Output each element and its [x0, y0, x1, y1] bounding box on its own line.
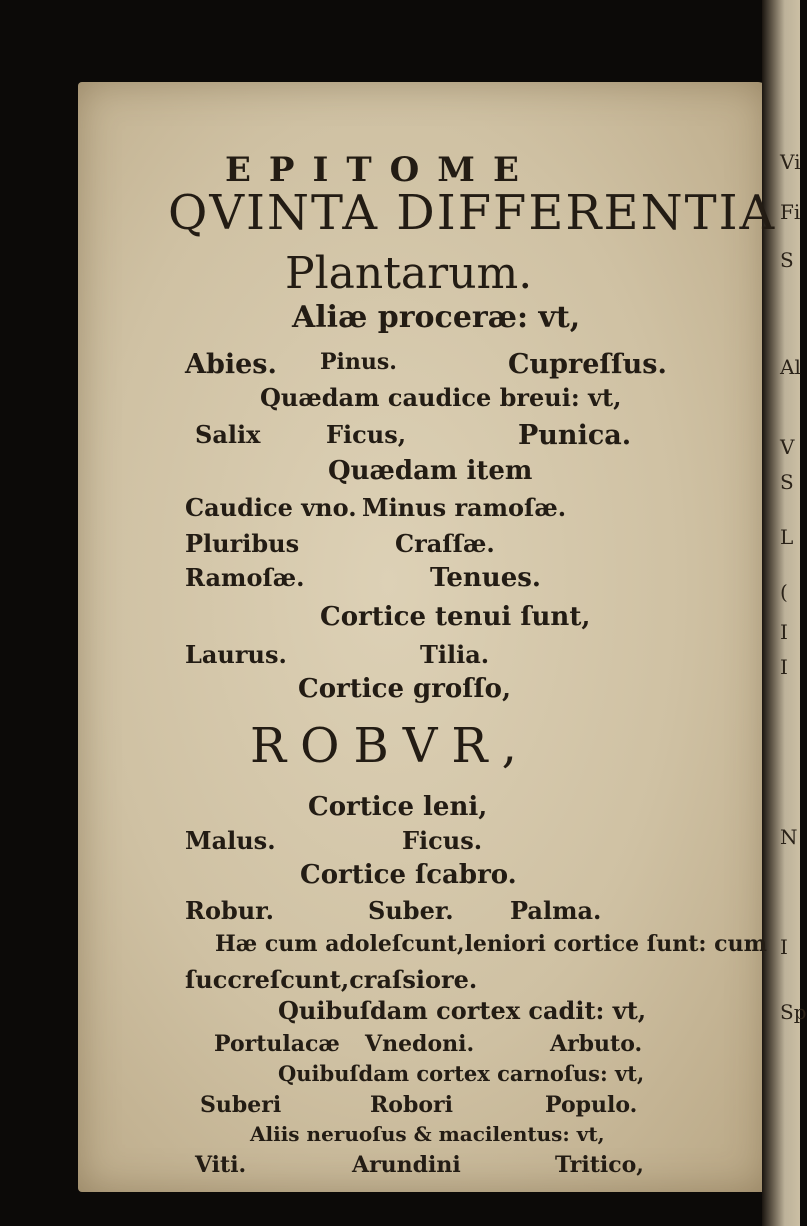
text-line: Portulacæ	[214, 1031, 340, 1057]
text-line: Cortice tenui ſunt,	[320, 602, 591, 632]
text-line: Hæ cum adoleſcunt,leniori cortice ſunt: cum	[215, 931, 767, 957]
text-line: Vnedoni.	[365, 1031, 475, 1057]
text-line: Minus ramoſæ.	[362, 493, 567, 522]
fragment: S	[780, 470, 794, 494]
fragment: Vi	[780, 150, 801, 174]
text-line: Pluribus	[185, 529, 300, 558]
text-line: Robori	[370, 1092, 453, 1118]
fragment: I	[780, 935, 788, 959]
text-line: Abies.	[185, 349, 277, 380]
text-line: Ficus,	[326, 420, 407, 449]
fragment: N	[780, 825, 798, 849]
text-line: Suber.	[368, 896, 454, 925]
fragment: Fi	[780, 200, 801, 224]
robur-heading: ROBVR,	[250, 718, 531, 774]
text-line: Ramoſæ.	[185, 563, 305, 592]
text-line: Quibuſdam cortex carnoſus: vt,	[278, 1061, 645, 1086]
fragment: L	[780, 525, 794, 549]
adjacent-page-edge	[762, 0, 807, 1226]
text-line: Tritico,	[555, 1152, 644, 1178]
text-line: Palma.	[510, 896, 602, 925]
section-heading: QVINTA DIFFERENTIA	[168, 185, 777, 241]
text-line: Pinus.	[320, 349, 397, 375]
text-line: Laurus.	[185, 640, 287, 669]
text-line: Quibuſdam cortex cadit: vt,	[278, 996, 647, 1025]
text-line: Malus.	[185, 826, 276, 855]
text-line: Robur.	[185, 896, 274, 925]
text-line: Salix	[195, 420, 261, 449]
fragment: V	[780, 435, 795, 459]
fragment: Al	[780, 355, 801, 379]
text-line: Arbuto.	[550, 1031, 643, 1057]
text-line: Quædam item	[328, 456, 533, 486]
text-line: Aliis neruoſus & macilentus: vt,	[250, 1122, 605, 1146]
text-line: Tilia.	[420, 640, 490, 669]
fragment: S	[780, 248, 794, 272]
text-line: Suberi	[200, 1092, 282, 1118]
text-line: Quædam caudice breui: vt,	[260, 383, 622, 412]
text-line: Cortice groſſo,	[298, 674, 512, 704]
fragment: (	[780, 580, 788, 604]
text-line: Caudice vno.	[185, 493, 357, 522]
text-line: Punica.	[518, 420, 632, 451]
fragment: I	[780, 655, 788, 679]
text-line: Ficus.	[402, 826, 483, 855]
text-line: Cortice ſcabro.	[300, 860, 517, 890]
running-head: EPITOME	[225, 150, 537, 190]
text-line: Craſſæ.	[395, 529, 495, 558]
text-line: Arundini	[352, 1152, 461, 1178]
text-line: ſuccreſcunt,craſsiore.	[185, 965, 478, 994]
text-line: Tenues.	[430, 563, 541, 593]
text-line: Cupreſſus.	[508, 349, 667, 380]
fragment: I	[780, 620, 788, 644]
text-line: Populo.	[545, 1092, 638, 1118]
text-line: Aliæ proceræ: vt,	[292, 300, 581, 335]
section-subheading: Plantarum.	[285, 248, 533, 299]
text-line: Viti.	[195, 1152, 247, 1178]
fragment: Sp	[780, 1000, 807, 1024]
text-line: Cortice leni,	[308, 792, 488, 822]
